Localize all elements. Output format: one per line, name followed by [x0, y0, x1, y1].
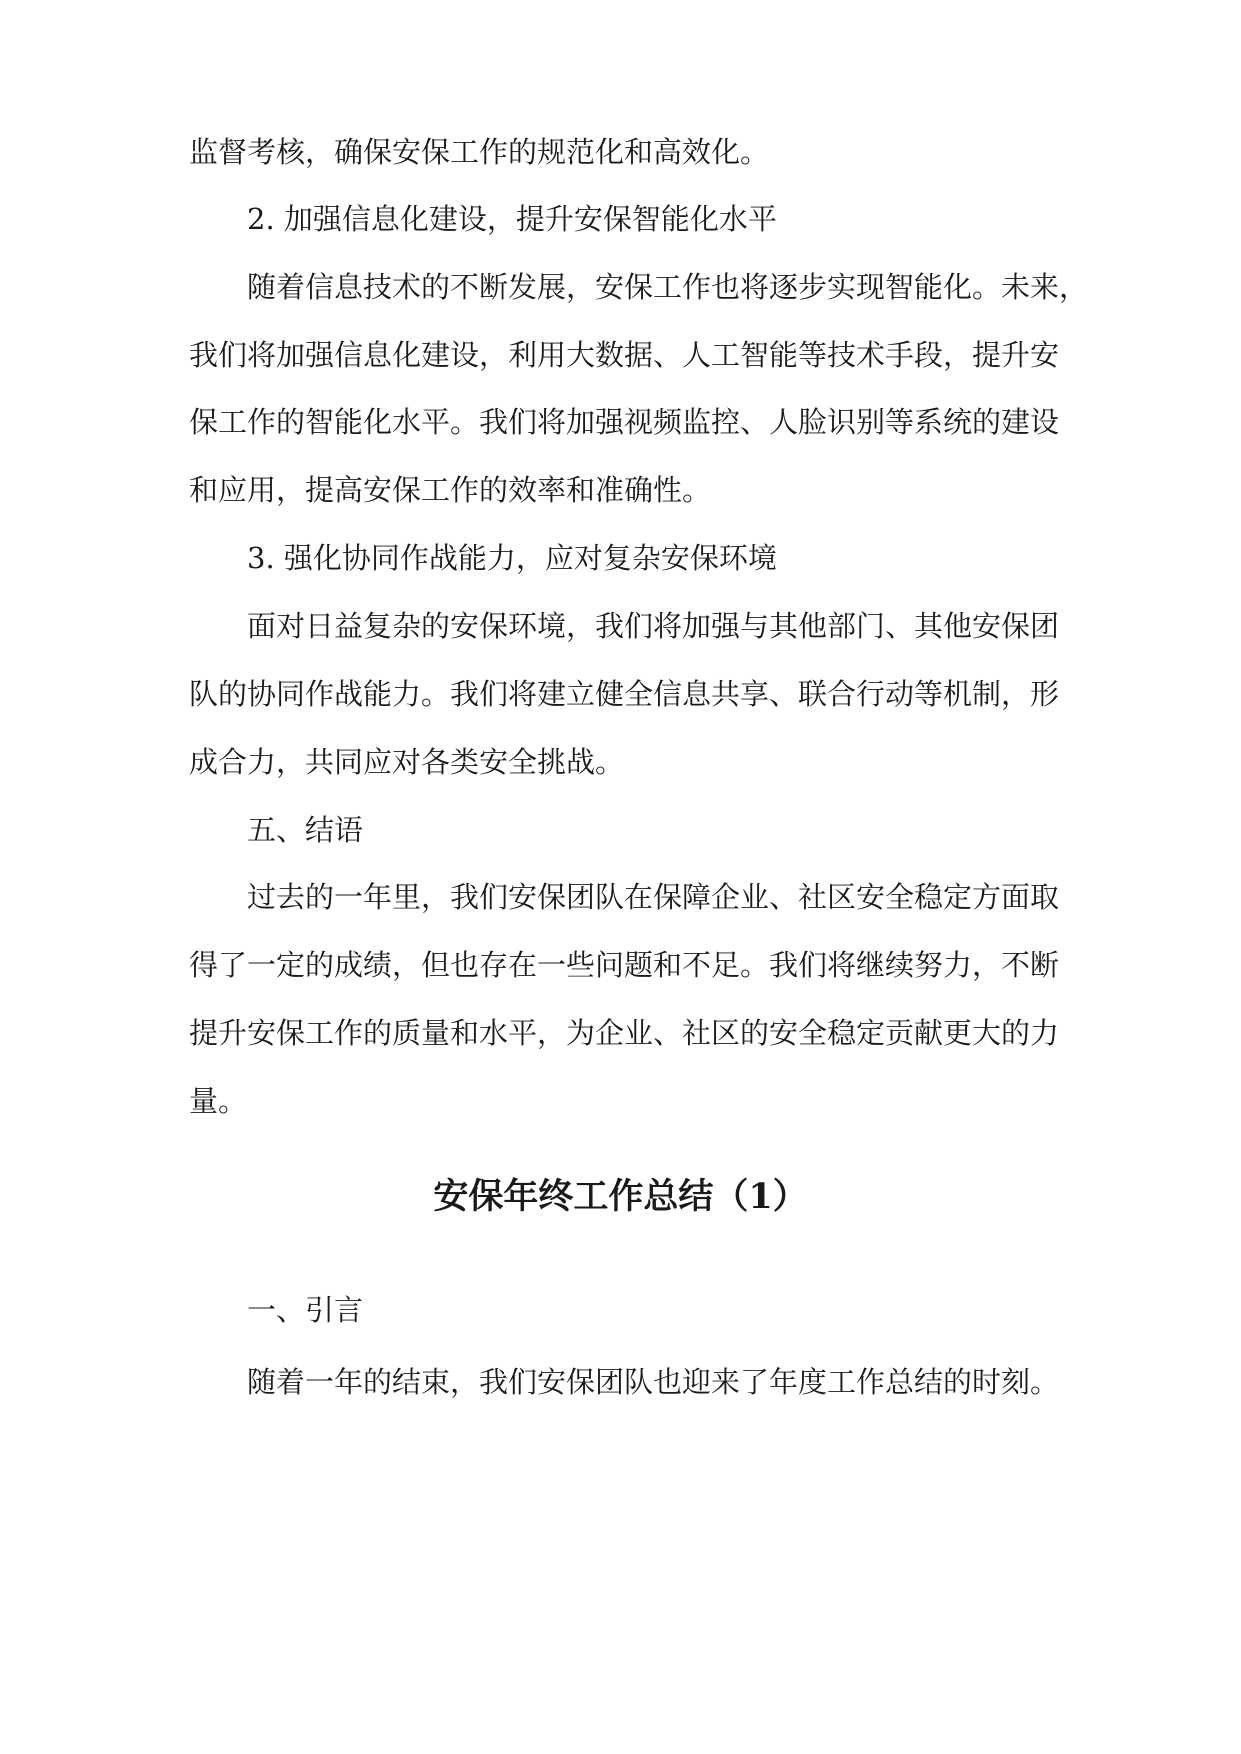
paragraph-line: 随着一年的结束，我们安保团队也迎来了年度工作总结的时刻。 — [247, 1365, 1060, 1399]
section-heading-conclusion: 五、结语 — [247, 813, 364, 847]
paragraph-line: 队的协同作战能力。我们将建立健全信息共享、联合行动等机制，形 — [189, 677, 1060, 711]
subheading-item-2: 2. 加强信息化建设，提升安保智能化水平 — [247, 202, 777, 236]
paragraph-line: 监督考核，确保安保工作的规范化和高效化。 — [189, 135, 770, 169]
paragraph-line: 过去的一年里，我们安保团队在保障企业、社区安全稳定方面取 — [247, 880, 1060, 914]
paragraph-line: 面对日益复杂的安保环境，我们将加强与其他部门、其他安保团 — [247, 609, 1060, 643]
paragraph-line: 得了一定的成绩，但也存在一些问题和不足。我们将继续努力，不断 — [189, 948, 1060, 982]
paragraph-line: 我们将加强信息化建设，利用大数据、人工智能等技术手段，提升安 — [189, 338, 1060, 372]
document-title: 安保年终工作总结（1） — [433, 1176, 808, 1217]
section-heading-introduction: 一、引言 — [247, 1293, 364, 1327]
subheading-item-3: 3. 强化协同作战能力，应对复杂安保环境 — [247, 541, 777, 575]
paragraph-line: 提升安保工作的质量和水平，为企业、社区的安全稳定贡献更大的力 — [189, 1016, 1060, 1050]
paragraph-line: 随着信息技术的不断发展，安保工作也将逐步实现智能化。未来， — [247, 270, 1089, 304]
paragraph-line: 保工作的智能化水平。我们将加强视频监控、人脸识别等系统的建设 — [189, 405, 1060, 439]
paragraph-line: 和应用，提高安保工作的效率和准确性。 — [189, 473, 712, 507]
paragraph-line: 量。 — [189, 1084, 248, 1118]
paragraph-line: 成合力，共同应对各类安全挑战。 — [189, 745, 625, 779]
